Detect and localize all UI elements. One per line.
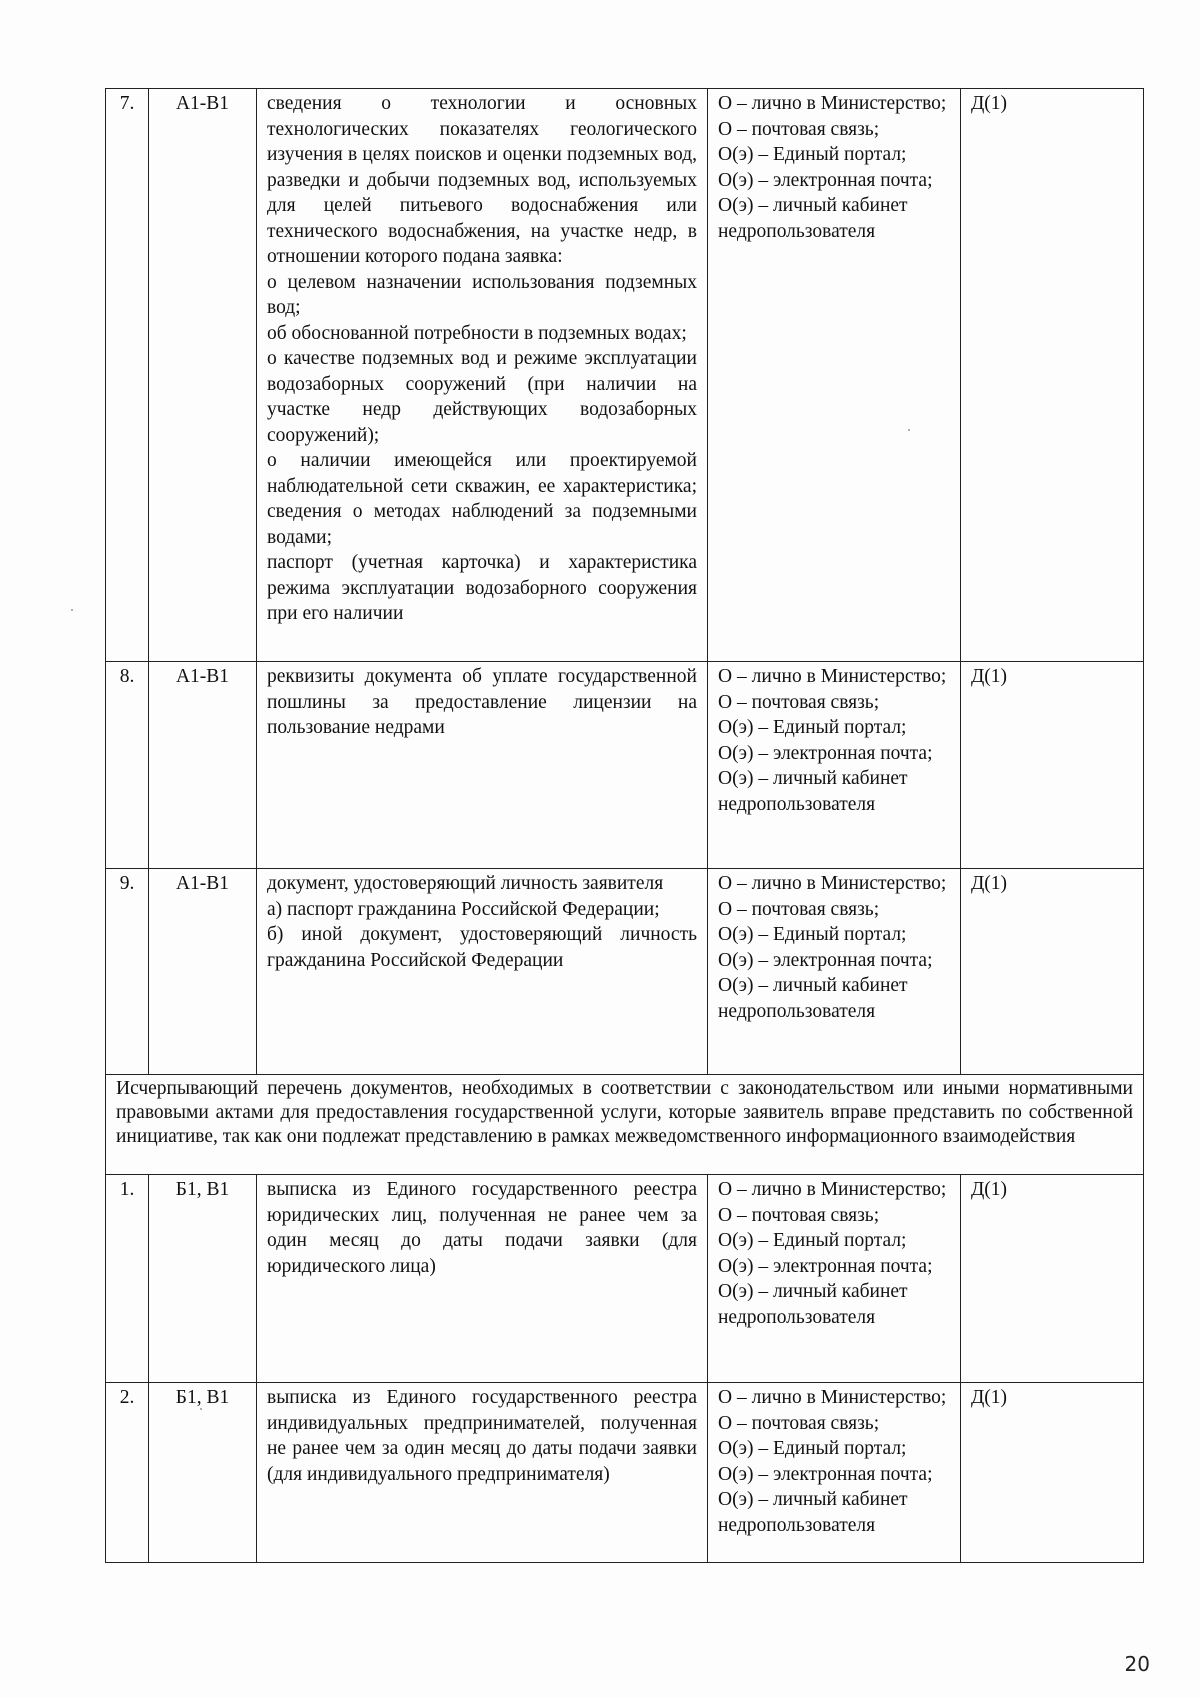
row-number: 8.	[106, 662, 149, 869]
row-code: А1-В1	[149, 89, 257, 662]
submission-methods	[708, 662, 961, 869]
method-item: О(э) – Единый портал;	[718, 144, 907, 165]
description-paragraph: об обоснованной потребности в подземных водах;	[267, 322, 687, 344]
row-code: А1-В1	[149, 869, 257, 1075]
row-number: 2.	[106, 1383, 149, 1563]
submission-methods	[708, 1175, 961, 1383]
scan-speck	[200, 1408, 202, 1410]
description-paragraph: паспорт (учетная карточка) и характеристика режима эксплуатации водозаборного сооружения при его наличии	[267, 552, 697, 624]
row-code: Б1, В1	[149, 1383, 257, 1563]
method-item: О(э) – Единый портал;	[718, 1230, 907, 1251]
scan-speck	[908, 429, 910, 431]
method-item: О(э) – электронная почта;	[718, 1255, 933, 1277]
method-item: О(э) – электронная почта;	[718, 949, 933, 971]
row-code: А1-В1	[149, 662, 257, 869]
method-item: О – почтовая связь;	[718, 691, 880, 713]
table-row	[106, 89, 1144, 662]
method-item: О(э) – Единый портал;	[718, 1438, 907, 1459]
documents-table	[105, 88, 1144, 1563]
submission-methods	[708, 89, 961, 662]
method-item: О – лично в Министерство;	[718, 873, 947, 894]
method-item: О(э) – личный кабинет недропользователя	[718, 1281, 908, 1328]
description-paragraph: о качестве подземных вод и режиме эксплуатации водозаборных сооружений (при наличии на участке недр действующих водозаборных сооружений);	[267, 348, 697, 446]
method-item: О(э) – личный кабинет недропользователя	[718, 975, 908, 1022]
scan-speck	[71, 609, 73, 611]
method-item: О(э) – электронная почта;	[718, 1463, 933, 1485]
method-item: О – почтовая связь;	[718, 1412, 880, 1434]
method-item: О(э) – электронная почта;	[718, 169, 933, 191]
document-flag: Д(1)	[961, 89, 1144, 662]
method-item: О – почтовая связь;	[718, 1204, 880, 1226]
table-row	[106, 1383, 1144, 1563]
section-heading-row	[106, 1075, 1144, 1175]
document-description	[257, 1175, 708, 1383]
document-flag: Д(1)	[961, 1383, 1144, 1563]
method-item: О(э) – Единый портал;	[718, 717, 907, 738]
document-description	[257, 662, 708, 869]
description-paragraph: о наличии имеющейся или проектируемой наблюдательной сети скважин, ее характеристика; сведения о методах наблюдений за подземными водами;	[267, 450, 697, 548]
section-heading: Исчерпывающий перечень документов, необходимых в соответствии с законодательством или иными нормативными правовыми актами для предоставления государственной услуги, которые заявитель вправе представить по собственной инициативе, так как они подлежат представлению в рамках межведомственного информационного взаимодействия	[106, 1075, 1144, 1175]
document-description	[257, 869, 708, 1075]
table-row	[106, 869, 1144, 1075]
description-paragraph: о целевом назначении использования подземных вод;	[267, 271, 697, 318]
description-paragraph: а) паспорт гражданина Российской Федерации;	[267, 898, 660, 920]
submission-methods	[708, 1383, 961, 1563]
description-paragraph: б) иной документ, удостоверяющий личность гражданина Российской Федерации	[267, 924, 697, 971]
document-description	[257, 89, 708, 662]
submission-methods	[708, 869, 961, 1075]
row-number: 9.	[106, 869, 149, 1075]
method-item: О(э) – личный кабинет недропользователя	[718, 1489, 908, 1536]
table-row	[106, 1175, 1144, 1383]
method-item: О – лично в Министерство;	[718, 1387, 947, 1408]
document-flag: Д(1)	[961, 1175, 1144, 1383]
table-row	[106, 662, 1144, 869]
page-number: 20	[1124, 1652, 1150, 1676]
description-paragraph: сведения о технологии и основных технологических показателях геологического изучения в целях поисков и оценки подземных вод, разведки и добычи подземных вод, используемых для целей питьевого водоснабжения или технического водоснабжения, на участке недр, в отношении которого подана заявка:	[267, 93, 697, 267]
document-description	[257, 1383, 708, 1563]
document-flag: Д(1)	[961, 662, 1144, 869]
row-code: Б1, В1	[149, 1175, 257, 1383]
description-paragraph: выписка из Единого государственного реестра юридических лиц, полученная не ранее чем за один месяц до даты подачи заявки (для юридического лица)	[267, 1179, 697, 1277]
method-item: О(э) – электронная почта;	[718, 742, 933, 764]
row-number: 7.	[106, 89, 149, 662]
method-item: О(э) – личный кабинет недропользователя	[718, 195, 908, 242]
method-item: О – почтовая связь;	[718, 898, 880, 920]
description-paragraph: документ, удостоверяющий личность заявителя	[267, 873, 664, 894]
method-item: О – лично в Министерство;	[718, 1179, 947, 1200]
method-item: О(э) – личный кабинет недропользователя	[718, 768, 908, 815]
method-item: О – почтовая связь;	[718, 118, 880, 140]
document-flag: Д(1)	[961, 869, 1144, 1075]
table-body	[106, 89, 1144, 1563]
description-paragraph: реквизиты документа об уплате государственной пошлины за предоставление лицензии на пользование недрами	[267, 666, 697, 738]
method-item: О – лично в Министерство;	[718, 666, 947, 687]
description-paragraph: выписка из Единого государственного реестра индивидуальных предпринимателей, полученная не ранее чем за один месяц до даты подачи заявки (для индивидуального предпринимателя)	[267, 1387, 697, 1485]
method-item: О(э) – Единый портал;	[718, 924, 907, 945]
method-item: О – лично в Министерство;	[718, 93, 947, 114]
row-number: 1.	[106, 1175, 149, 1383]
